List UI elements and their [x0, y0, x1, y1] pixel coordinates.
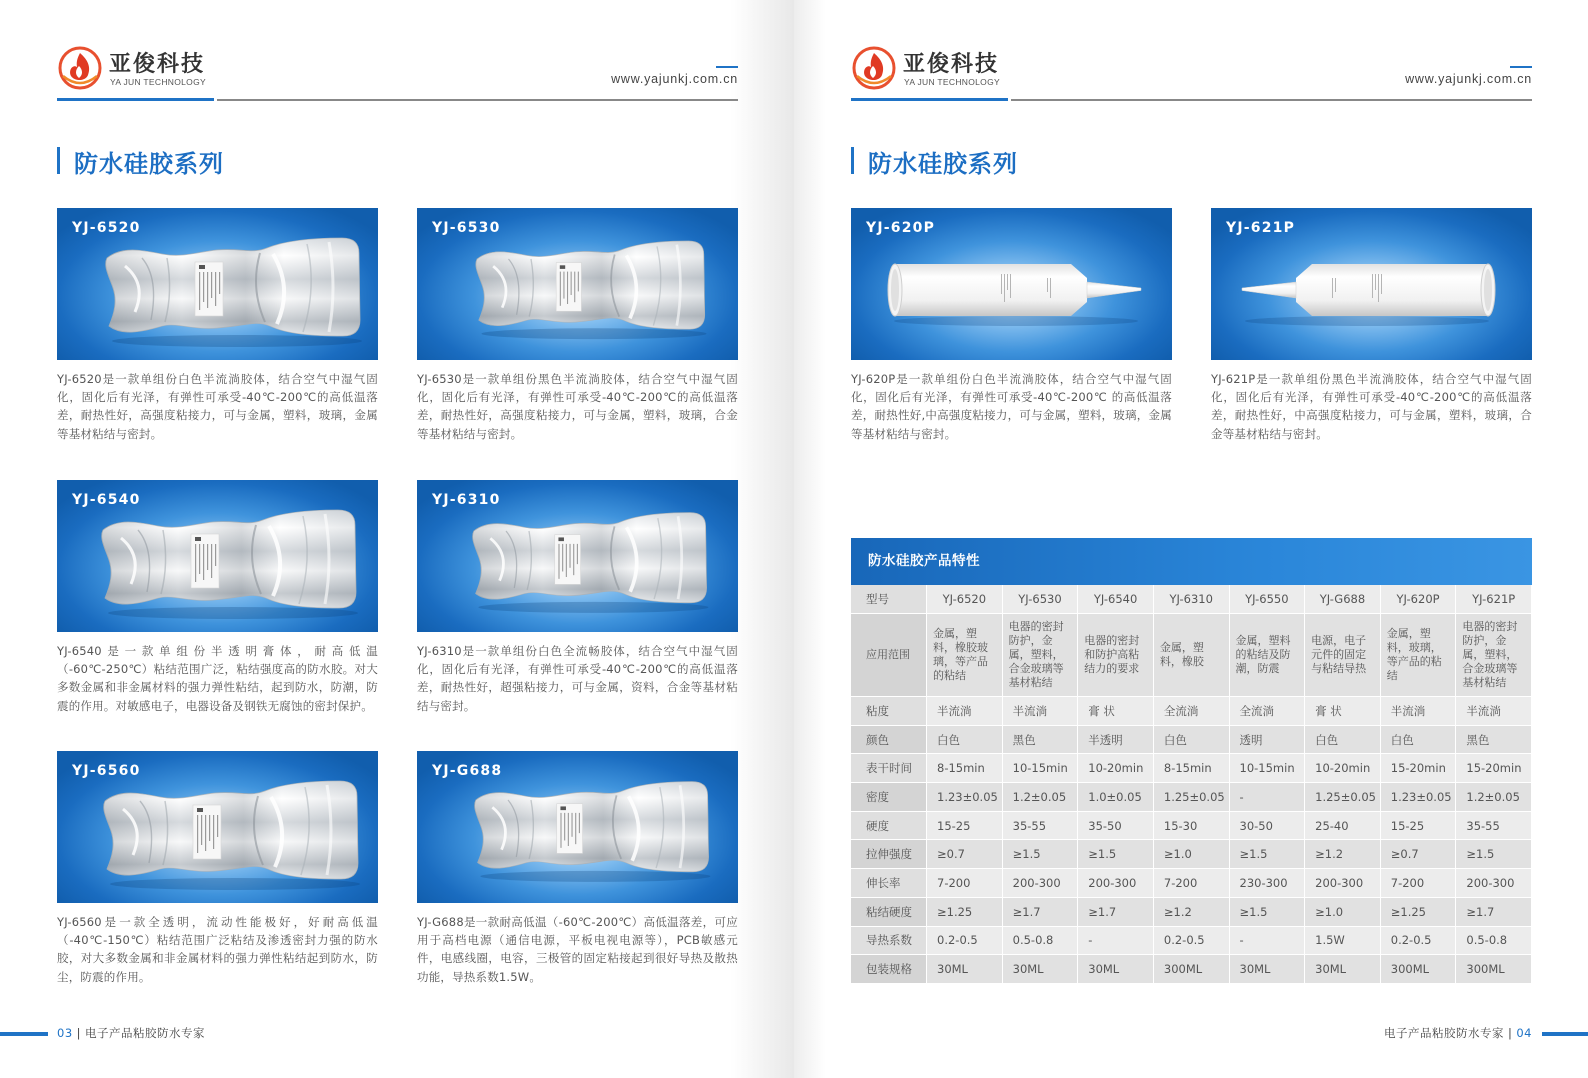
table-row-label: 包装规格 — [851, 955, 927, 984]
product-model: YJ-620P — [866, 220, 936, 236]
table-cell: 1.0±0.05 — [1078, 783, 1154, 812]
table-cell: 1.2±0.05 — [1456, 783, 1532, 812]
footer-accent-bar — [1542, 1032, 1588, 1036]
product-image-panel — [1211, 208, 1532, 360]
table-row-label: 伸长率 — [851, 869, 927, 898]
table-row — [851, 783, 1532, 812]
section-title-bar — [57, 147, 60, 174]
table-cell: 白色 — [1380, 725, 1456, 754]
section-title-bar — [851, 147, 854, 174]
table-cell: 全流淌 — [1229, 697, 1305, 726]
product-image-panel — [417, 751, 738, 903]
table-cell: 35-55 — [1002, 811, 1078, 840]
table-cell: 1.23±0.05 — [927, 783, 1003, 812]
table-row — [851, 840, 1532, 869]
table-cell: 7-200 — [1153, 869, 1229, 898]
table-cell: 8-15min — [927, 754, 1003, 783]
table-cell: 透明 — [1229, 725, 1305, 754]
table-cell: ≥1.0 — [1305, 897, 1381, 926]
footer-accent-bar — [0, 1032, 48, 1036]
pouch-shadow — [482, 328, 707, 339]
table-cell: - — [1229, 783, 1305, 812]
table-row — [851, 725, 1532, 754]
table-cell: - — [1229, 926, 1305, 955]
table-header-cell: YJ-6530 — [1002, 585, 1078, 614]
flame-logo-icon — [57, 45, 103, 91]
table-cell: ≥1.2 — [1305, 840, 1381, 869]
table-header-cell: YJ-620P — [1380, 585, 1456, 614]
pouch-label — [191, 534, 219, 588]
table-cell: 膏 状 — [1305, 697, 1381, 726]
header-rule-accent — [851, 98, 1008, 101]
table-row — [851, 811, 1532, 840]
table-cell: 25-40 — [1305, 811, 1381, 840]
tube-shadow — [894, 316, 1138, 326]
product-model: YJ-6310 — [432, 492, 501, 508]
product-description: YJ-620P是一款单组份白色半流淌胶体，结合空气中湿气固化，固化后有光泽，有弹性可承受-40℃-200℃ 的高低温落差，耐热性好,中高强度粘接力，可与金属，塑料，玻璃，金属等基材粘结与密封。 — [851, 372, 1172, 441]
table-cell: 15-30 — [1153, 811, 1229, 840]
pouch-shadow — [480, 871, 710, 882]
product-model: YJ-G688 — [432, 763, 503, 779]
product-description: YJ-G688是一款耐高低温（-60℃-200℃）高低温落差，可应用于高档电源（通信电源，平板电视电源等），PCB敏感元件，电感线圈，电容，三极管的固定粘接起到很好导热及散热功能，导热系数1.5W。 — [417, 915, 738, 984]
pouch-shadow — [108, 607, 358, 619]
table-cell: 膏 状 — [1078, 697, 1154, 726]
spec-table-panel — [851, 538, 1532, 984]
table-cell: 0.5-0.8 — [1456, 926, 1532, 955]
table-row — [851, 697, 1532, 726]
table-cell: 电器的密封和防护高粘结力的要求 — [1078, 614, 1154, 697]
table-cell: 黑色 — [1456, 725, 1532, 754]
product-description: YJ-621P是一款单组份黑色半流淌胶体，结合空气中湿气固化，固化后有光泽，有弹性可承受-40℃-200℃的高低温落差，耐热性好，中高强度粘接力，可与金属，塑料，玻璃，合金等基材粘结与密封。 — [1211, 372, 1532, 441]
table-header-cell: YJ-6310 — [1153, 585, 1229, 614]
table-header-cell: YJ-6540 — [1078, 585, 1154, 614]
tube-shoulder — [1296, 264, 1312, 316]
table-cell: ≥1.5 — [1229, 840, 1305, 869]
table-cell: 半流淌 — [927, 697, 1003, 726]
table-cell: 白色 — [1153, 725, 1229, 754]
table-cell: 200-300 — [1305, 869, 1381, 898]
product-model: YJ-6530 — [432, 220, 501, 236]
pouch-label — [193, 805, 221, 859]
header-rule-accent — [57, 98, 214, 101]
table-row-label: 导热系数 — [851, 926, 927, 955]
spec-table — [851, 585, 1532, 984]
table-cell: ≥1.5 — [1078, 840, 1154, 869]
product-image-panel — [57, 751, 378, 903]
footer-tagline: 电子产品粘胶防水专家 — [1383, 1026, 1504, 1040]
table-cell: 白色 — [1305, 725, 1381, 754]
flame-logo-icon — [851, 45, 897, 91]
table-cell: 金属，塑料，橡胶 — [1153, 614, 1229, 697]
pouch-shadow — [478, 602, 708, 613]
table-cell: 7-200 — [1380, 869, 1456, 898]
tube-body — [895, 264, 1071, 316]
table-cell: 35-50 — [1078, 811, 1154, 840]
product-image-panel — [57, 208, 378, 360]
table-row-label: 拉伸强度 — [851, 840, 927, 869]
table-cell: 10-20min — [1305, 754, 1381, 783]
table-row — [851, 897, 1532, 926]
brand-subtitle: YA JUN TECHNOLOGY — [110, 77, 206, 87]
table-cell: 1.25±0.05 — [1305, 783, 1381, 812]
table-header-cell: YJ-621P — [1456, 585, 1532, 614]
table-cell: 1.23±0.05 — [1380, 783, 1456, 812]
table-cell: 0.2-0.5 — [927, 926, 1003, 955]
table-cell: 金属，塑料，玻璃，等产品的粘结 — [1380, 614, 1456, 697]
section-title: 防水硅胶系列 — [74, 150, 224, 178]
pouch-label — [557, 804, 583, 854]
table-cell: 电器的密封防护，金属，塑料，合金玻璃等基材粘结 — [1002, 614, 1078, 697]
table-cell: ≥1.5 — [1456, 840, 1532, 869]
table-cell: 半流淌 — [1380, 697, 1456, 726]
table-cell: ≥0.7 — [927, 840, 1003, 869]
table-row-label: 表干时间 — [851, 754, 927, 783]
table-cell: 金属，塑料的粘结及防潮，防震 — [1229, 614, 1305, 697]
table-cell: 半流淌 — [1456, 697, 1532, 726]
table-cell: 230-300 — [1229, 869, 1305, 898]
page-number: 04 — [1516, 1026, 1532, 1040]
product-model: YJ-621P — [1226, 220, 1296, 236]
table-row — [851, 926, 1532, 955]
tube-nozzle — [1087, 282, 1141, 298]
table-cell: 电源，电子元件的固定与粘结导热 — [1305, 614, 1381, 697]
table-cell: 30ML — [1078, 955, 1154, 984]
page-footer — [1384, 1025, 1532, 1041]
table-cell: 30ML — [1002, 955, 1078, 984]
table-row — [851, 614, 1532, 697]
product-description: YJ-6540是一款单组份半透明膏体，耐高低温（-60℃-250℃）粘结范围广泛，粘结强度高的防水胶。对大多数金属和非金属材料的强力弹性粘结，起到防水，防潮，防震的作用。对敏感电子，电器设备及钢铁无腐蚀的密封保护。 — [57, 644, 378, 713]
table-cell: 7-200 — [927, 869, 1003, 898]
section-title: 防水硅胶系列 — [868, 150, 1018, 178]
table-cell: 30ML — [927, 955, 1003, 984]
table-row-label: 颜色 — [851, 725, 927, 754]
page-number: 03 — [57, 1026, 73, 1040]
table-cell: 200-300 — [1002, 869, 1078, 898]
table-cell: ≥1.5 — [1002, 840, 1078, 869]
table-cell: ≥1.0 — [1153, 840, 1229, 869]
table-cell: 黑色 — [1002, 725, 1078, 754]
footer-tagline: 电子产品粘胶防水专家 — [85, 1026, 206, 1040]
product-description: YJ-6310是一款单组份白色全流畅胶体，结合空气中湿气固化，固化后有光泽，有弹性可承受-40℃-200℃的高低温落差，耐热性好，超强粘接力，可与金属，资料，合金等基材粘结与密封。 — [417, 644, 738, 713]
table-cell: ≥1.7 — [1002, 897, 1078, 926]
table-cell: 8-15min — [1153, 754, 1229, 783]
pouch-shadow — [112, 335, 362, 347]
url-accent-dash — [716, 66, 738, 68]
table-cell: 200-300 — [1078, 869, 1154, 898]
table-cell: 半流淌 — [1002, 697, 1078, 726]
table-cell: 300ML — [1456, 955, 1532, 984]
table-cell: ≥1.7 — [1078, 897, 1154, 926]
product-model: YJ-6560 — [72, 763, 141, 779]
pouch-label — [556, 263, 581, 312]
product-description: YJ-6530是一款单组份黑色半流淌胶体，结合空气中湿气固化，固化后有光泽，有弹性可承受-40℃-200℃的高低温落差，耐热性好，高强度粘接力，可与金属，塑料，玻璃，合金等基材粘结与密封。 — [417, 372, 738, 441]
table-cell: 0.2-0.5 — [1153, 926, 1229, 955]
table-cell: ≥0.7 — [1380, 840, 1456, 869]
table-cell: 300ML — [1153, 955, 1229, 984]
table-cell: 1.5W — [1305, 926, 1381, 955]
website-url: www.yajunkj.com.cn — [611, 72, 738, 86]
table-cell: 10-20min — [1078, 754, 1154, 783]
table-header-label: 型号 — [851, 585, 927, 614]
table-cell: 电器的密封防护，金属，塑料，合金玻璃等基材粘结 — [1456, 614, 1532, 697]
table-cell: 全流淌 — [1153, 697, 1229, 726]
table-cell: ≥1.5 — [1229, 897, 1305, 926]
table-cell: 15-25 — [927, 811, 1003, 840]
header-rule — [217, 99, 738, 101]
table-cell: 10-15min — [1229, 754, 1305, 783]
brand-subtitle: YA JUN TECHNOLOGY — [904, 77, 1000, 87]
table-cell: 30ML — [1305, 955, 1381, 984]
product-image-panel — [57, 480, 378, 632]
table-cell: ≥1.25 — [1380, 897, 1456, 926]
tube-body — [1312, 264, 1488, 316]
url-accent-dash — [1510, 66, 1532, 68]
product-model: YJ-6540 — [72, 492, 141, 508]
table-header-row — [851, 585, 1532, 614]
table-header-cell: YJ-6520 — [927, 585, 1003, 614]
table-header-cell: YJ-6550 — [1229, 585, 1305, 614]
brand-name: 亚俊科技 — [903, 52, 1000, 77]
table-cell: ≥1.2 — [1153, 897, 1229, 926]
product-description: YJ-6520是一款单组份白色半流淌胶体，结合空气中湿气固化，固化后有光泽，有弹性可承受-40℃-200℃的高低温落差，耐热性好，高强度粘接力，可与金属，塑料，玻璃，金属等基材粘结与密封。 — [57, 372, 378, 441]
table-cell: 半透明 — [1078, 725, 1154, 754]
table-row-label: 硬度 — [851, 811, 927, 840]
product-image-panel — [417, 480, 738, 632]
table-row-label: 粘结硬度 — [851, 897, 927, 926]
table-cell: ≥1.7 — [1456, 897, 1532, 926]
tube-nozzle — [1242, 282, 1296, 298]
pouch-label — [555, 535, 581, 585]
footer-separator: | — [76, 1026, 82, 1040]
table-cell: 15-25 — [1380, 811, 1456, 840]
table-row-label: 粘度 — [851, 697, 927, 726]
table-cell: 0.2-0.5 — [1380, 926, 1456, 955]
table-cell: 300ML — [1380, 955, 1456, 984]
table-cell: 200-300 — [1456, 869, 1532, 898]
table-row-label: 应用范围 — [851, 614, 927, 697]
table-cell: 白色 — [927, 725, 1003, 754]
table-cell: 35-55 — [1456, 811, 1532, 840]
pouch-shadow — [110, 878, 360, 890]
product-image-panel — [417, 208, 738, 360]
table-cell: 1.2±0.05 — [1002, 783, 1078, 812]
table-row — [851, 955, 1532, 984]
brand-name: 亚俊科技 — [109, 52, 206, 77]
table-cell: ≥1.25 — [927, 897, 1003, 926]
table-cell: 30-50 — [1229, 811, 1305, 840]
table-cell: 10-15min — [1002, 754, 1078, 783]
table-row — [851, 754, 1532, 783]
right-page — [794, 0, 1588, 1078]
tube-shadow — [1245, 316, 1489, 326]
table-cell: - — [1078, 926, 1154, 955]
table-cell: 1.25±0.05 — [1153, 783, 1229, 812]
table-row — [851, 869, 1532, 898]
table-cell: 30ML — [1229, 955, 1305, 984]
table-row-label: 密度 — [851, 783, 927, 812]
product-image-panel — [851, 208, 1172, 360]
table-cell: 15-20min — [1456, 754, 1532, 783]
table-header-cell: YJ-G688 — [1305, 585, 1381, 614]
product-model: YJ-6520 — [72, 220, 141, 236]
page-footer — [57, 1025, 205, 1041]
website-url: www.yajunkj.com.cn — [1405, 72, 1532, 86]
footer-separator: | — [1507, 1026, 1513, 1040]
pouch-label — [195, 262, 223, 316]
tube-shoulder — [1071, 264, 1087, 316]
header-rule — [1011, 99, 1532, 101]
table-cell: 金属，塑料，橡胶玻璃，等产品的粘结 — [927, 614, 1003, 697]
table-cell: 15-20min — [1380, 754, 1456, 783]
table-cell: 0.5-0.8 — [1002, 926, 1078, 955]
product-description: YJ-6560是一款全透明，流动性能极好，好耐高低温（-40℃-150℃）粘结范围广泛粘结及渗透密封力强的防水胶，对大多数金属和非金属材料的强力弹性粘结起到防水，防尘，防震的作用。 — [57, 915, 378, 984]
spec-table-title: 防水硅胶产品特性 — [851, 538, 1532, 585]
